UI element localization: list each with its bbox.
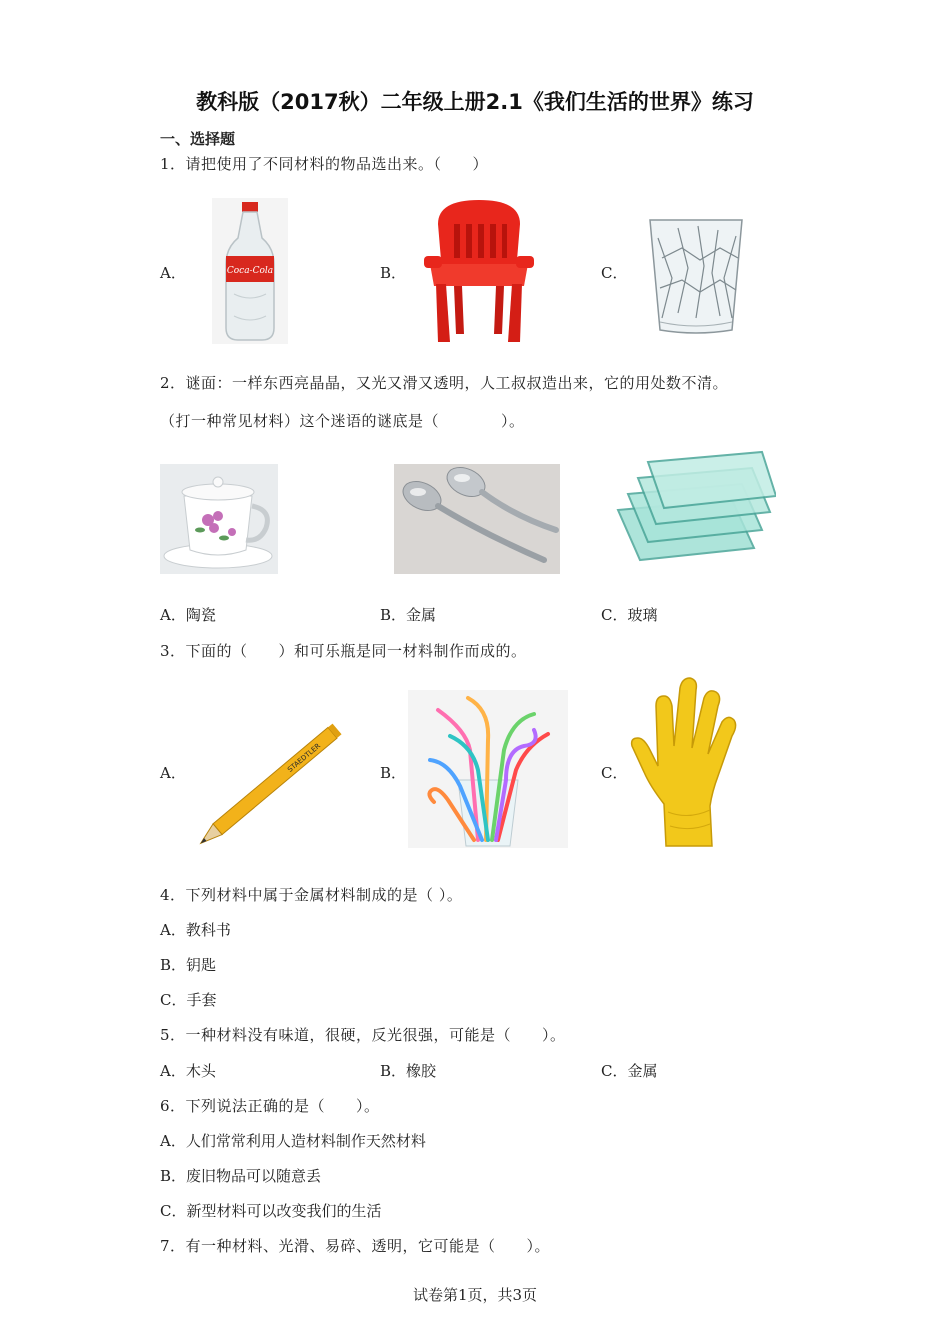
cola-bottle-icon [212, 198, 288, 344]
q1-stem: 1．请把使用了不同材料的物品选出来。（ ） [160, 155, 489, 173]
q6-option-c[interactable]: C．新型材料可以改变我们的生活 [160, 1202, 382, 1220]
q2-option-a[interactable]: A．陶瓷 [160, 606, 216, 624]
q6-option-a[interactable]: A．人们常常利用人造材料制作天然材料 [160, 1132, 426, 1150]
q4-stem: 4．下列材料中属于金属材料制成的是（ ）。 [160, 886, 463, 904]
q5-stem: 5．一种材料没有味道，很硬，反光很强，可能是（ ）。 [160, 1026, 566, 1044]
red-plastic-chair-icon [424, 194, 534, 344]
q6-option-b[interactable]: B．废旧物品可以随意丢 [160, 1167, 322, 1185]
q5-option-c[interactable]: C．金属 [601, 1062, 658, 1080]
q2-option-b[interactable]: B．金属 [380, 606, 437, 624]
page-title: 教科版（2017秋）二年级上册2.1《我们生活的世界》练习 [196, 90, 754, 114]
q7-stem: 7．有一种材料、光滑、易碎、透明，它可能是（ ）。 [160, 1237, 551, 1255]
rubber-glove-icon [630, 676, 740, 848]
porcelain-cup-icon [160, 464, 278, 574]
q2-option-c[interactable]: C．玻璃 [601, 606, 658, 624]
q3-option-a[interactable]: A． [160, 764, 186, 782]
metal-spoons-icon [394, 464, 560, 574]
q4-option-b[interactable]: B．钥匙 [160, 956, 217, 974]
page-footer: 试卷第1页，共3页 [412, 1286, 538, 1304]
q1-option-a[interactable]: A． [160, 264, 186, 282]
q4-option-a[interactable]: A．教科书 [160, 921, 231, 939]
glass-cup-icon [648, 218, 744, 336]
q2-stem-line2: （打一种常见材料）这个迷语的谜底是（ ）。 [160, 412, 525, 430]
straws-icon [408, 690, 568, 848]
glass-panes-icon [612, 450, 776, 566]
svg-text:Coca-Cola: Coca-Cola [226, 266, 274, 276]
q4-option-c[interactable]: C．手套 [160, 991, 217, 1009]
q3-stem: 3．下面的（ ）和可乐瓶是同一材料制作而成的。 [160, 642, 527, 660]
q2-stem-line1: 2．谜面：一样东西亮晶晶，又光又滑又透明，人工叔叔造出来，它的用处数不清。 [160, 374, 729, 392]
q1-option-c[interactable]: C． [601, 264, 628, 282]
q5-option-a[interactable]: A．木头 [160, 1062, 216, 1080]
q1-option-b[interactable]: B． [380, 264, 407, 282]
q3-option-b[interactable]: B． [380, 764, 407, 782]
pencil-icon [192, 710, 358, 852]
section-heading: 一、选择题 [160, 130, 236, 148]
q5-option-b[interactable]: B．橡胶 [380, 1062, 437, 1080]
q3-option-c[interactable]: C． [601, 764, 628, 782]
q6-stem: 6．下列说法正确的是（ ）。 [160, 1097, 380, 1115]
pencil-brand-label: STAEDTLER [286, 741, 323, 774]
